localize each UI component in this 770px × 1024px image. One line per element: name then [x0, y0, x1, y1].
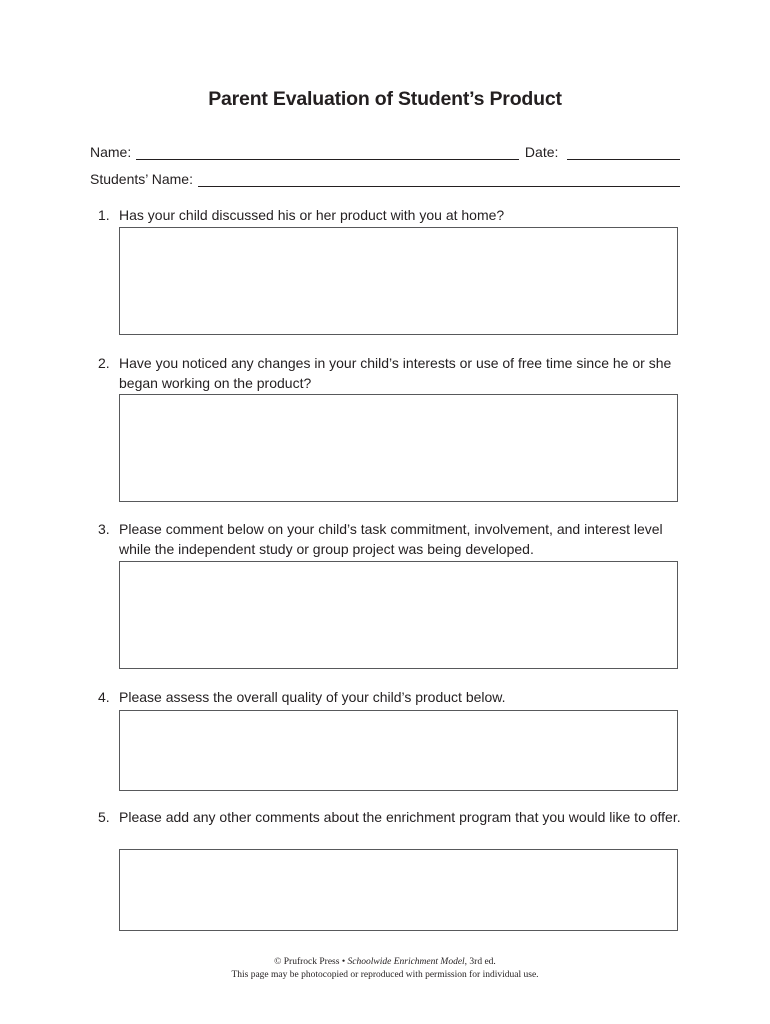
students-name-row	[90, 167, 680, 187]
question-number: 3.	[98, 521, 110, 537]
footer-book-title: Schoolwide Enrichment Model	[347, 957, 465, 967]
question-number: 1.	[98, 207, 110, 223]
name-field[interactable]	[136, 145, 519, 160]
answer-box-5[interactable]	[119, 849, 678, 931]
answer-box-3[interactable]	[119, 561, 678, 669]
question-text: Have you noticed any changes in your child’s interests or use of free time since he or she began working on the product?	[119, 355, 672, 391]
question-text: Please add any other comments about the enrichment program that you would like to offer.	[119, 809, 681, 825]
page-title: Parent Evaluation of Student’s Product	[208, 88, 562, 110]
question-5	[98, 807, 688, 827]
footer-copyright: © Prufrock Press	[274, 957, 340, 967]
answer-box-1[interactable]	[119, 227, 678, 335]
question-4	[98, 687, 688, 707]
name-date-row	[90, 140, 680, 160]
question-number: 5.	[98, 809, 110, 825]
question-text: Please assess the overall quality of your child’s product below.	[119, 689, 506, 705]
question-3	[98, 519, 688, 559]
date-field[interactable]	[567, 145, 680, 160]
question-1	[98, 205, 688, 225]
question-2	[98, 353, 688, 393]
students-name-field[interactable]	[198, 172, 680, 187]
question-number: 4.	[98, 689, 110, 705]
question-text: Has your child discussed his or her product with you at home?	[119, 207, 505, 223]
question-number: 2.	[98, 355, 110, 371]
footer-copyright-line	[0, 955, 770, 969]
answer-box-2[interactable]	[119, 394, 678, 502]
footer-permission: This page may be photocopied or reproduced with permission for individual use.	[231, 970, 539, 980]
footer-bullet: •	[339, 957, 348, 967]
students-name-label: Students’ Name:	[90, 171, 193, 187]
date-label: Date:	[524, 144, 559, 160]
footer-edition: , 3rd ed.	[464, 957, 496, 967]
name-label: Name:	[90, 144, 132, 160]
question-text: Please comment below on your child’s task commitment, involvement, and interest level while the independent study or group project was being developed.	[119, 521, 663, 557]
answer-box-4[interactable]	[119, 710, 678, 791]
